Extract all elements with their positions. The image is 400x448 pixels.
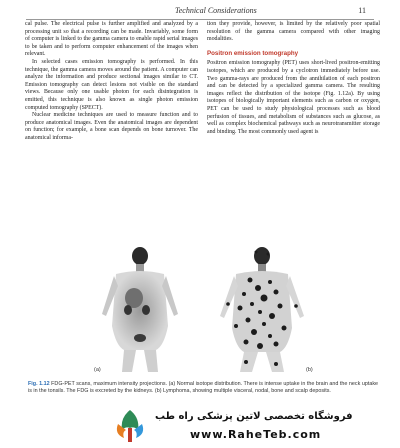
- figure-panels: [84, 246, 324, 374]
- pet-scan-image-b: [206, 246, 318, 374]
- page-header: [0, 6, 400, 18]
- paragraph: tion they provide, however, is limited by the relatively poor spatial resolution of the gamma camera compared with other imaging modalities.: [207, 21, 380, 43]
- running-title: Technical Considerations: [175, 6, 257, 15]
- page-number: 11: [358, 6, 366, 15]
- watermark: [0, 404, 400, 448]
- figure-caption: [28, 381, 378, 395]
- paragraph: cal pulse. The electrical pulse is further amplified and analyzed by a processing unit so that a recording can be made. Invariably, some form of computer is linked to the gamma camera to enable rapid serial images to be taken and to perform computer enhancement of the images when relevant.: [25, 21, 198, 58]
- caption-label: Fig. 1.12: [28, 381, 50, 387]
- watermark-persian-text: فروشگاه تخصصی لاتین پزشکی راه طب: [155, 411, 353, 422]
- right-column: [207, 21, 380, 136]
- watermark-url: www.RaheTeb.com: [190, 428, 322, 441]
- figure-label-a: (a): [94, 367, 101, 373]
- body-columns: [25, 21, 381, 246]
- header-rule: [26, 19, 374, 20]
- paragraph: Positron emission tomography (PET) uses short-lived positron-emitting isotopes, which are produced by a cyclotron immediately before use. Two gamma-rays are produced from the annihilation of each positron and can be detected by a specialized gamma camera. The resulting images reflect the distribution of the isotope (Fig. 1.12a). By using isotopes of biologically important elements such as carbon or oxygen, PET can be used to study physiological processes such as blood perfusion of tissues, and metabolism of substances such as glucose, as well as complex biochemical pathways such as neurotransmitter storage and binding. The most commonly used agent is: [207, 60, 380, 135]
- paragraph: In selected cases emission tomography is performed. In this technique, the gamma camera moves around the patient. A computer can analyze the information and produce sectional images similar to CT. Emission tomography can detect lesions not visible on the standard views. Because only one usable photon for each disintegration is emitted, this technique is also known as single photon emission computed tomography (SPECT).: [25, 58, 198, 111]
- caption-text: FDG-PET scans, maximum intensity projections. (a) Normal isotope distribution. There is intense uptake in the brain and the neck uptake is in the tonsils. The FDG is excreted by the kidneys. (b) Lymphoma, showing multiple visceral, nodal, bone and scalp deposits.: [28, 381, 379, 394]
- raheteb-logo-icon: [110, 406, 150, 444]
- left-column: [25, 21, 198, 143]
- pet-scan-image-a: [84, 246, 196, 374]
- section-heading: Positron emission tomography: [207, 49, 299, 57]
- paragraph: Nuclear medicine techniques are used to measure function and to produce anatomical images. Even the anatomical images are dependent on function; for example, a bone scan depends on bone turnover. The anatomical informa-: [25, 112, 198, 141]
- figure-label-b: (b): [306, 367, 313, 373]
